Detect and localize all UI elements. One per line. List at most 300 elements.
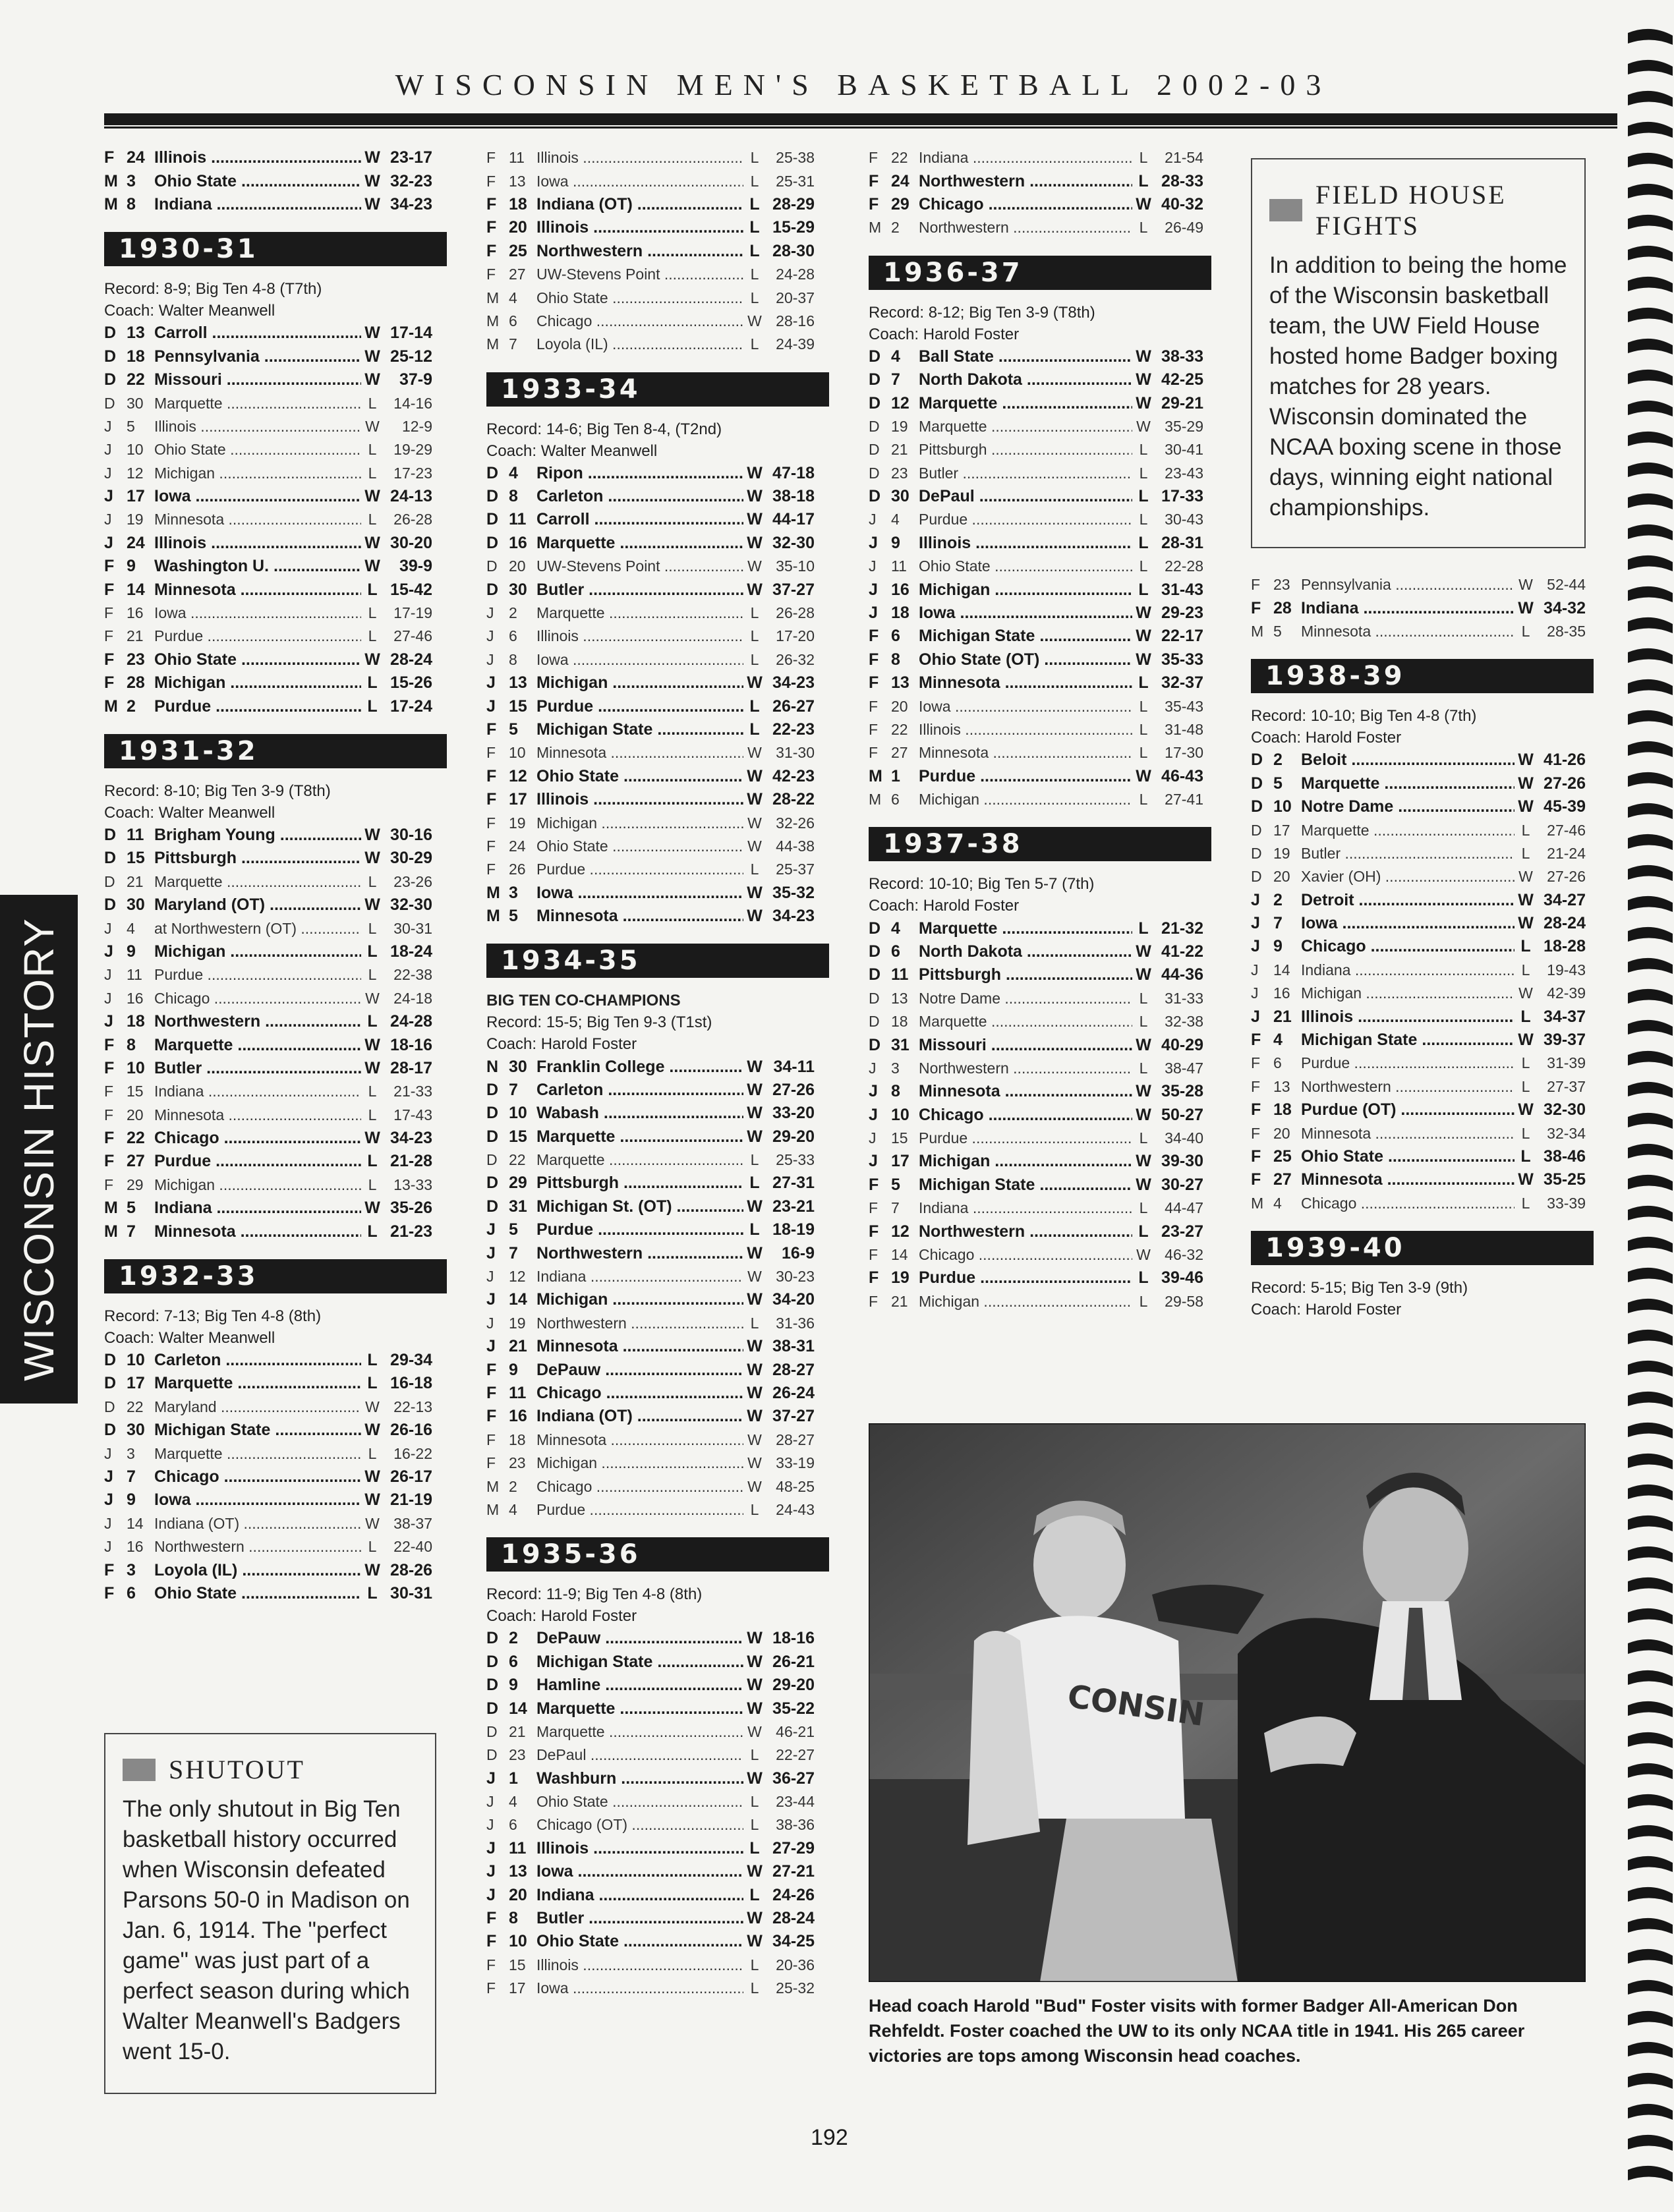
- spiral-coil: [1628, 1113, 1673, 1129]
- season-block: [486, 944, 815, 1521]
- game-score: 34-40: [1165, 1129, 1203, 1147]
- game-date: [104, 195, 154, 214]
- game-day: 10: [509, 1104, 527, 1123]
- spiral-coil: [1628, 1794, 1673, 1810]
- game-month: F: [486, 1360, 497, 1379]
- game-date: [486, 790, 536, 809]
- game-opponent: Michigan .....: [154, 673, 361, 693]
- game-result: W: [1136, 194, 1151, 213]
- spiral-coil: [1628, 401, 1673, 416]
- game-day: 6: [891, 791, 900, 808]
- game-result: W: [1518, 890, 1534, 909]
- game-score: 22-17: [1161, 627, 1203, 646]
- game-opponent: Marquette .....: [536, 534, 743, 553]
- game-date: [486, 861, 536, 878]
- game-opponent: Purdue .....: [919, 1268, 1132, 1288]
- game-month: F: [104, 1560, 115, 1579]
- game-score: 34-27: [1544, 890, 1586, 909]
- game-result: W: [747, 1268, 762, 1286]
- game-score: 26-28: [393, 511, 432, 528]
- spiral-coil: [1628, 153, 1673, 169]
- game-month: F: [1251, 1054, 1261, 1072]
- game-row: [486, 1149, 815, 1172]
- game-result: L: [1138, 487, 1149, 506]
- game-date: [1251, 1054, 1301, 1072]
- page-number: 192: [811, 2125, 848, 2150]
- game-day: 3: [127, 171, 136, 190]
- game-day: 12: [891, 1222, 909, 1241]
- season-coach: Coach: Walter Meanwell: [486, 441, 658, 460]
- game-date: [486, 487, 536, 506]
- game-opponent: Iowa .....: [154, 604, 361, 622]
- season-block: [869, 827, 1203, 1313]
- game-score: 26-27: [772, 696, 815, 716]
- game-opponent: Michigan .....: [536, 814, 743, 832]
- game-score: 26-16: [390, 1421, 432, 1440]
- game-month: F: [104, 604, 114, 622]
- game-month: F: [104, 673, 115, 693]
- game-row: [104, 1220, 432, 1243]
- game-score: 25-32: [776, 1979, 815, 1997]
- game-opponent: Purdue .....: [154, 697, 361, 716]
- game-day: 29: [127, 1176, 144, 1193]
- game-row: [104, 438, 432, 461]
- game-score: 30-43: [1165, 511, 1203, 528]
- game-row: [486, 1498, 815, 1521]
- game-date: [869, 149, 919, 167]
- game-date: [869, 511, 919, 528]
- game-score: 26-24: [772, 1383, 815, 1402]
- sidebar-title: FIELD HOUSE FIGHTS: [1315, 180, 1507, 241]
- spiral-coil: [1628, 2073, 1673, 2089]
- game-day: 8: [891, 650, 900, 669]
- game-score: 38-37: [393, 1514, 432, 1532]
- game-result: W: [364, 1560, 380, 1579]
- game-date: [104, 895, 154, 915]
- game-result: W: [747, 1722, 762, 1740]
- spiral-coil: [1628, 1732, 1673, 1748]
- game-row: [104, 1104, 432, 1127]
- game-result: W: [364, 826, 380, 844]
- game-row: [486, 788, 815, 811]
- game-month: F: [486, 1407, 497, 1426]
- game-result: L: [368, 441, 377, 459]
- game-row: [104, 462, 432, 485]
- game-day: 21: [127, 627, 144, 645]
- game-opponent: Minnesota .....: [154, 1222, 361, 1241]
- game-day: 31: [891, 1035, 909, 1054]
- game-opponent: Illinois .....: [536, 1956, 743, 1974]
- game-opponent: Ohio State .....: [1301, 1147, 1515, 1166]
- game-score: 21-19: [390, 1490, 432, 1510]
- spiral-coil: [1628, 834, 1673, 850]
- game-row: [104, 322, 432, 345]
- game-date: [104, 557, 154, 576]
- game-date: [486, 1886, 536, 1905]
- season-record: Record: 10-10; Big Ten 4-8 (7th): [1251, 707, 1477, 725]
- game-date: [104, 604, 154, 622]
- game-month: F: [486, 194, 497, 213]
- game-row: [486, 1125, 815, 1149]
- field-house-sidebar: [1251, 158, 1586, 548]
- game-day: 11: [509, 1838, 527, 1858]
- game-opponent: Northwestern .....: [919, 219, 1132, 237]
- game-row: [486, 1907, 815, 1930]
- game-month: D: [486, 463, 499, 482]
- game-date: [486, 1104, 536, 1123]
- game-opponent: Carroll .....: [154, 324, 361, 343]
- spiral-coil: [1628, 1361, 1673, 1376]
- game-row: [104, 1349, 432, 1372]
- game-score: 46-32: [1165, 1246, 1203, 1264]
- game-result: L: [368, 1106, 377, 1123]
- game-result: W: [747, 766, 763, 785]
- game-row: [869, 648, 1203, 671]
- game-month: F: [869, 697, 879, 715]
- game-score: 33-39: [1547, 1194, 1586, 1212]
- game-date: [869, 698, 919, 716]
- game-month: J: [104, 1538, 112, 1556]
- game-row: [486, 1265, 815, 1288]
- game-day: 11: [891, 965, 909, 984]
- game-day: 15: [891, 1129, 908, 1147]
- game-date: [869, 418, 919, 436]
- game-date: [486, 1407, 536, 1426]
- game-row: [1251, 1052, 1586, 1075]
- game-day: 11: [127, 966, 142, 984]
- game-date: [486, 1862, 536, 1881]
- game-month: F: [869, 721, 879, 738]
- spiral-coil: [1628, 1918, 1673, 1934]
- game-day: 7: [127, 1222, 136, 1241]
- game-opponent: UW-Stevens Point .....: [536, 557, 743, 575]
- game-result: W: [364, 194, 380, 213]
- game-row: [104, 169, 432, 192]
- game-row: [1251, 982, 1586, 1005]
- spiral-coil: [1628, 91, 1673, 107]
- game-month: F: [104, 148, 115, 167]
- game-day: 11: [509, 1383, 527, 1402]
- game-day: 29: [509, 1174, 527, 1193]
- game-opponent: Iowa .....: [1301, 914, 1515, 933]
- game-date: [486, 1478, 536, 1496]
- game-day: 23: [509, 1454, 526, 1472]
- game-month: D: [104, 826, 117, 844]
- game-score: 25-31: [776, 172, 815, 190]
- game-opponent: Ohio State .....: [536, 289, 743, 307]
- spiral-coil: [1628, 989, 1673, 1005]
- game-opponent: Purdue .....: [919, 511, 1132, 528]
- game-date: [869, 441, 919, 459]
- spiral-coil: [1628, 586, 1673, 602]
- game-opponent: Illinois .....: [919, 721, 1132, 739]
- game-result: W: [747, 837, 762, 855]
- game-day: 16: [127, 989, 144, 1007]
- spiral-coil: [1628, 432, 1673, 447]
- game-score: 18-16: [772, 1629, 815, 1648]
- game-result: W: [747, 1243, 763, 1262]
- game-result: W: [747, 580, 763, 599]
- game-result: L: [367, 673, 378, 693]
- spiral-coil: [1628, 2135, 1673, 2151]
- game-row: [486, 1055, 815, 1078]
- game-row: [486, 1767, 815, 1790]
- game-day: 24: [127, 148, 145, 167]
- game-row: [486, 485, 815, 508]
- game-day: 1: [509, 1769, 518, 1788]
- game-day: 20: [891, 697, 908, 715]
- game-date: [486, 1220, 536, 1239]
- game-month: F: [486, 1454, 496, 1472]
- game-row: [869, 695, 1203, 718]
- game-score: 31-30: [776, 744, 815, 762]
- game-result: L: [750, 1500, 759, 1518]
- game-row: [486, 555, 815, 578]
- game-row: [1251, 573, 1586, 596]
- game-row: [104, 1197, 432, 1220]
- game-month: F: [486, 1956, 496, 1973]
- game-row: [869, 1010, 1203, 1033]
- game-opponent: Marquette .....: [154, 1445, 361, 1463]
- game-result: L: [750, 1151, 759, 1169]
- game-date: [869, 581, 919, 600]
- game-opponent: Chicago .....: [919, 1106, 1132, 1125]
- game-day: 7: [509, 1243, 518, 1262]
- game-row: [1251, 1029, 1586, 1052]
- game-date: [104, 324, 154, 343]
- game-day: 4: [509, 463, 518, 482]
- game-opponent: Purdue .....: [154, 966, 361, 984]
- game-opponent: Marquette .....: [919, 1013, 1132, 1031]
- game-day: 10: [509, 1932, 527, 1951]
- game-opponent: Illinois .....: [536, 627, 743, 645]
- game-score: 39-37: [1544, 1031, 1586, 1050]
- game-date: [486, 837, 536, 855]
- game-day: 13: [1273, 1077, 1290, 1095]
- spiral-coil: [1628, 339, 1673, 354]
- game-opponent: Notre Dame .....: [919, 990, 1132, 1007]
- game-result: W: [364, 557, 380, 576]
- game-date: [486, 1290, 536, 1309]
- game-opponent: at Northwestern (OT) .....: [154, 920, 361, 938]
- game-row: [1251, 818, 1586, 841]
- game-score: 17-43: [393, 1106, 432, 1123]
- game-opponent: Butler .....: [536, 1909, 743, 1928]
- game-score: 31-33: [1165, 989, 1203, 1007]
- game-day: 21: [509, 1722, 526, 1740]
- game-opponent: Marquette .....: [919, 394, 1132, 413]
- game-day: 15: [509, 1956, 526, 1973]
- game-score: 29-21: [1161, 393, 1203, 412]
- game-date: [486, 1361, 536, 1380]
- game-date: [104, 1152, 154, 1171]
- game-score: 38-36: [776, 1816, 815, 1834]
- spiral-coil: [1628, 1175, 1673, 1191]
- game-score: 28-16: [776, 312, 815, 329]
- game-opponent: Marquette .....: [154, 1036, 361, 1055]
- game-row: [104, 1489, 432, 1512]
- game-date: [869, 1222, 919, 1241]
- game-date: [486, 1723, 536, 1741]
- game-result: L: [368, 1083, 377, 1100]
- game-day: 7: [127, 1467, 136, 1486]
- game-result: W: [365, 1514, 380, 1532]
- game-opponent: Butler .....: [1301, 845, 1515, 863]
- game-opponent: Minnesota .....: [154, 1106, 361, 1124]
- game-day: 8: [891, 1082, 900, 1101]
- game-opponent: Minnesota .....: [154, 581, 361, 600]
- game-month: D: [869, 1013, 880, 1031]
- game-row: [869, 508, 1203, 531]
- game-day: 5: [127, 1199, 136, 1218]
- game-score: 22-27: [776, 1746, 815, 1764]
- game-result: L: [1139, 1059, 1148, 1077]
- game-date: [1251, 1170, 1301, 1189]
- game-row: [869, 485, 1203, 508]
- game-day: 20: [509, 1885, 527, 1904]
- game-row: [104, 415, 432, 438]
- game-result: L: [368, 872, 377, 890]
- game-row: [486, 193, 815, 216]
- game-month: D: [869, 441, 880, 459]
- game-date: [486, 1746, 536, 1764]
- game-result: L: [1521, 821, 1530, 839]
- game-opponent: Michigan State .....: [154, 1421, 361, 1440]
- game-date: [1251, 937, 1301, 956]
- game-result: L: [368, 464, 377, 482]
- game-month: F: [104, 1583, 115, 1602]
- game-date: [104, 370, 154, 389]
- game-result: W: [747, 463, 763, 482]
- game-month: J: [1251, 1007, 1260, 1026]
- game-result: W: [365, 1398, 380, 1415]
- game-month: F: [486, 241, 497, 260]
- game-date: [486, 627, 536, 645]
- game-score: 38-33: [1161, 347, 1203, 366]
- game-day: 27: [1273, 1170, 1292, 1189]
- game-score: 28-24: [772, 1909, 815, 1928]
- game-opponent: Indiana .....: [919, 1199, 1132, 1217]
- game-date: [104, 1222, 154, 1241]
- game-day: 4: [1273, 1194, 1282, 1212]
- game-month: M: [104, 194, 118, 213]
- game-row: [486, 1790, 815, 1813]
- game-opponent: Xavier (OH) .....: [1301, 868, 1515, 886]
- game-month: J: [104, 1467, 113, 1486]
- game-opponent: Michigan .....: [536, 1454, 743, 1472]
- game-opponent: Illinois .....: [919, 534, 1132, 553]
- game-row: [486, 286, 815, 309]
- season-block: [1251, 659, 1586, 1215]
- game-score: 28-26: [390, 1560, 432, 1579]
- game-row: [486, 602, 815, 625]
- game-opponent: Maryland .....: [154, 1398, 361, 1416]
- game-day: 14: [891, 1246, 908, 1264]
- game-opponent: Indiana (OT) .....: [154, 1515, 361, 1533]
- game-month: F: [869, 673, 879, 693]
- game-score: 31-36: [776, 1314, 815, 1332]
- game-result: L: [749, 720, 760, 739]
- game-opponent: Indiana .....: [154, 1199, 361, 1218]
- game-day: 3: [127, 1444, 135, 1462]
- game-opponent: Michigan .....: [536, 673, 743, 693]
- game-row: [869, 532, 1203, 555]
- game-result: W: [1518, 751, 1534, 770]
- game-row: [104, 847, 432, 870]
- game-opponent: Chicago .....: [536, 1478, 743, 1496]
- game-month: F: [486, 720, 497, 739]
- game-score: 37-27: [772, 580, 815, 599]
- game-score: 24-18: [393, 989, 432, 1007]
- game-date: [104, 1176, 154, 1194]
- game-date: [486, 173, 536, 190]
- game-opponent: Michigan State .....: [1301, 1031, 1515, 1050]
- game-day: 12: [891, 393, 909, 412]
- game-row: [869, 741, 1203, 764]
- game-day: 23: [127, 650, 145, 669]
- game-score: 32-38: [1165, 1013, 1203, 1031]
- game-day: 4: [509, 1793, 517, 1811]
- game-date: [486, 1174, 536, 1193]
- game-score: 27-26: [1544, 774, 1586, 793]
- spiral-coil: [1628, 1577, 1673, 1593]
- game-result: L: [749, 1174, 760, 1193]
- game-opponent: Iowa .....: [536, 1979, 743, 1997]
- game-date: [486, 218, 536, 237]
- game-month: D: [104, 394, 115, 412]
- game-row: [104, 1057, 432, 1080]
- game-date: [869, 1129, 919, 1147]
- game-score: 15-42: [390, 580, 432, 599]
- game-month: F: [1251, 576, 1261, 594]
- coach-and-player-photo: [869, 1423, 1586, 1982]
- game-opponent: Northwestern .....: [536, 1244, 743, 1263]
- game-opponent: Indiana .....: [919, 149, 1132, 167]
- game-day: 9: [509, 1676, 518, 1695]
- game-score: 28-24: [1544, 914, 1586, 933]
- game-result: W: [1136, 942, 1151, 961]
- game-day: 6: [509, 1652, 518, 1671]
- game-result: L: [749, 241, 760, 260]
- game-month: F: [1251, 1100, 1261, 1120]
- game-result: L: [368, 1176, 377, 1193]
- game-day: 10: [1273, 797, 1292, 816]
- spiral-coil: [1628, 494, 1673, 509]
- season-record: Record: 10-10; Big Ten 5-7 (7th): [869, 875, 1095, 893]
- game-date: [486, 289, 536, 307]
- game-result: L: [1521, 1124, 1530, 1142]
- game-result: W: [747, 1057, 763, 1076]
- game-month: F: [869, 1246, 879, 1264]
- game-result: W: [747, 510, 763, 529]
- game-row: [1251, 935, 1586, 958]
- game-row: [486, 1079, 815, 1102]
- game-month: F: [869, 171, 879, 190]
- game-row: [486, 216, 815, 239]
- game-opponent: Indiana .....: [536, 1268, 743, 1286]
- game-opponent: Illinois .....: [154, 534, 361, 553]
- season-record: Record: 15-5; Big Ten 9-3 (T1st): [486, 1013, 712, 1032]
- game-row: [104, 1127, 432, 1150]
- game-opponent: Minnesota .....: [1301, 1170, 1515, 1189]
- game-date: [104, 650, 154, 669]
- game-date: [869, 990, 919, 1007]
- game-row: [486, 1288, 815, 1311]
- game-date: [869, 627, 919, 646]
- game-day: 21: [891, 1292, 908, 1310]
- game-row: [104, 1010, 432, 1033]
- game-day: 19: [127, 511, 144, 528]
